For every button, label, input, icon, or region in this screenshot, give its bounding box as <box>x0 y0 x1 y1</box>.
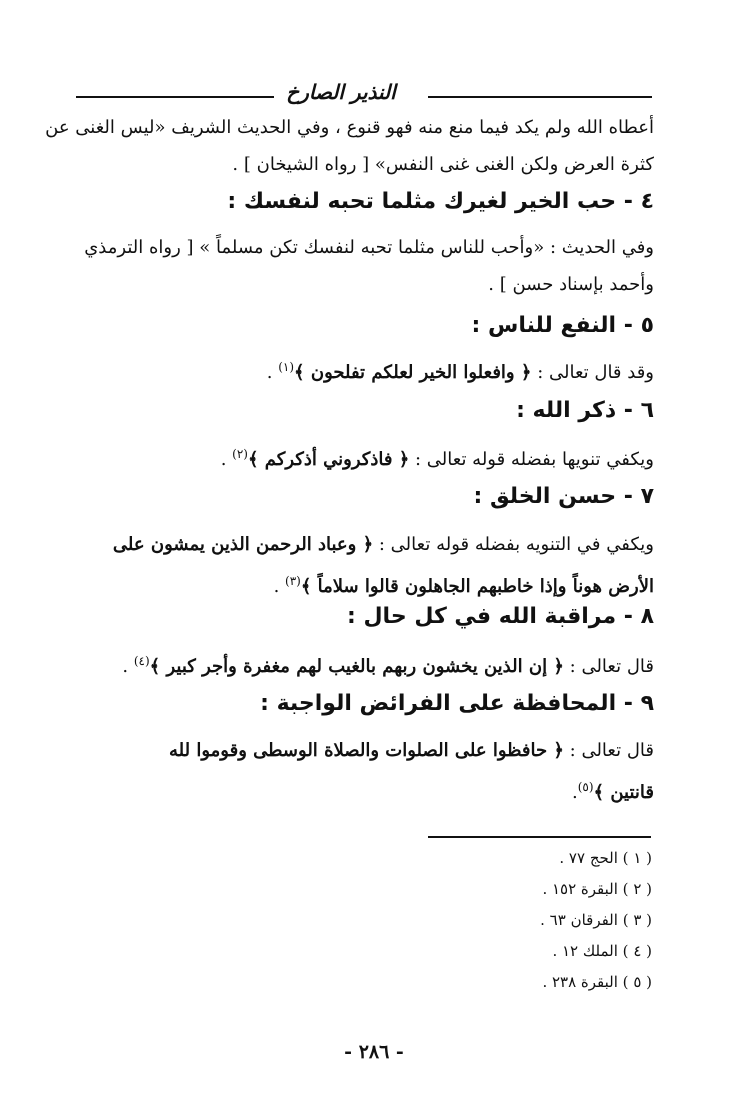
footnote-3: ( ٣ ) الفرقان ٦٣ . <box>540 911 652 929</box>
section-7-intro: ويكفي في التنويه بفضله قوله تعالى : <box>378 534 654 555</box>
header-title: النذير الصارخ <box>286 80 396 104</box>
quran-verse-7a: ﴿ وعباد الرحمن الذين يمشون على <box>112 534 374 555</box>
paragraph-section-4 <box>79 229 654 303</box>
header-rule-right <box>428 96 652 98</box>
section-4-line-2: وأحمد بإسناد حسن ] . <box>488 274 654 295</box>
quran-verse-9a: ﴿ حافظوا على الصلوات والصلاة الوسطى وقوموا لله <box>169 740 564 761</box>
quran-verse-7b: الأرض هوناً وإذا خاطبهم الجاهلون قالوا سلاماً ﴾ <box>300 576 654 597</box>
intro-line-1: أعطاه الله ولم يكد فيما منع منه فهو قنوع ، وفي الحديث الشريف «ليس الغنى عن <box>45 117 654 138</box>
paragraph-section-7 <box>79 526 654 605</box>
heading-section-9: ٩ - المحافظة على الفرائض الواجبة : <box>260 691 654 716</box>
footnote-rule <box>428 836 651 838</box>
footnote-ref-5: (٥) <box>577 780 594 794</box>
section-7-line-1 <box>79 526 654 563</box>
heading-section-4: ٤ - حب الخير لغيرك مثلما تحبه لنفسك : <box>227 189 654 214</box>
header-rule-left <box>76 96 274 98</box>
section-5-intro: وقد قال تعالى : <box>537 362 654 383</box>
intro-paragraph <box>45 109 654 183</box>
section-9-line-1 <box>79 732 654 769</box>
footnote-5: ( ٥ ) البقرة ٢٣٨ . <box>542 973 652 991</box>
footnote-1: ( ١ ) الحج ٧٧ . <box>559 849 652 867</box>
footnote-ref-4: (٤) <box>133 654 150 668</box>
heading-section-7: ٧ - حسن الخلق : <box>473 484 654 509</box>
section-8-line: قال تعالى : ﴿ إن الذين يخشون ربهم بالغيب لهم مغفرة وأجر كبير ﴾$^{(٤)}$ . <box>122 654 654 677</box>
section-8-intro: قال تعالى : <box>569 656 654 677</box>
intro-line-2: كثرة العرض ولكن الغنى غنى النفس» [ رواه الشيخان ] . <box>232 154 654 175</box>
section-4-line-1: وفي الحديث : «وأحب للناس مثلما تحبه لنفسك تكن مسلماً » [ رواه الترمذي <box>84 237 654 258</box>
quran-verse-6: ﴿ فاذكروني أذكركم ﴾ <box>247 449 410 470</box>
section-7-line-2: الأرض هوناً وإذا خاطبهم الجاهلون قالوا سلاماً ﴾$^{(٣)}$ . <box>273 574 654 597</box>
quran-verse-8: ﴿ إن الذين يخشون ربهم بالغيب لهم مغفرة وأجر كبير ﴾ <box>149 656 564 677</box>
paragraph-section-8 <box>79 643 654 685</box>
paragraph-section-9 <box>79 732 654 811</box>
paragraph-section-6 <box>79 436 654 478</box>
section-6-line: ويكفي تنويها بفضله قوله تعالى : ﴿ فاذكروني أذكركم ﴾$^{(٢)}$ . <box>220 447 654 470</box>
running-header <box>76 74 652 104</box>
footnote-ref-1: (١) <box>278 360 295 374</box>
quran-verse-9b: قانتين ﴾ <box>593 782 654 803</box>
section-9-intro: قال تعالى : <box>569 740 654 761</box>
section-9-line-2: قانتين ﴾$^{(٥)}$. <box>571 780 654 803</box>
paragraph-section-5 <box>79 349 654 391</box>
footnote-ref-2: (٢) <box>232 447 248 461</box>
footnote-ref-3: (٣) <box>285 574 301 588</box>
footnote-2: ( ٢ ) البقرة ١٥٢ . <box>542 880 652 898</box>
heading-section-6: ٦ - ذكر الله : <box>516 398 654 423</box>
quran-verse-5: ﴿ وافعلوا الخير لعلكم تفلحون ﴾ <box>294 362 532 383</box>
footnote-4: ( ٤ ) الملك ١٢ . <box>552 942 652 960</box>
heading-section-5: ٥ - النفع للناس : <box>471 313 654 338</box>
heading-section-8: ٨ - مراقبة الله في كل حال : <box>347 604 654 629</box>
section-6-intro: ويكفي تنويها بفضله قوله تعالى : <box>415 449 654 470</box>
page-number: - ٢٨٦ - <box>344 1041 404 1063</box>
section-5-line: وقد قال تعالى : ﴿ وافعلوا الخير لعلكم تفلحون ﴾$^{(١)}$ . <box>266 360 654 383</box>
